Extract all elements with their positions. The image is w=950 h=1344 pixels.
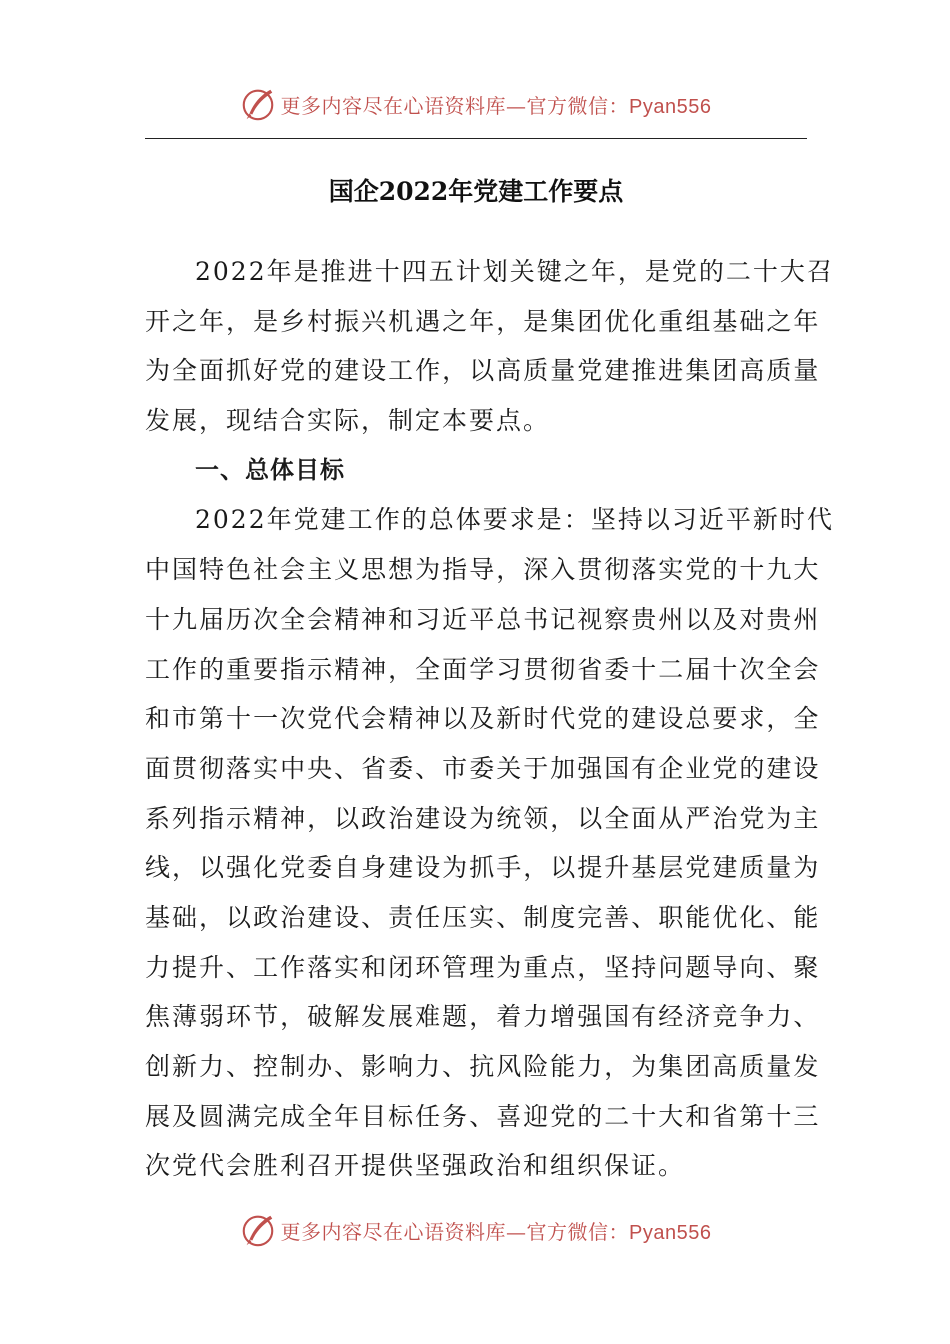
paragraph-line: 发展，现结合实际，制定本要点。: [145, 406, 551, 436]
footer-banner: [0, 1208, 950, 1252]
section-heading: 一、总体目标: [195, 455, 345, 484]
paragraph-line: 次党代会胜利召开提供坚强政治和组织保证。: [145, 1151, 686, 1181]
quill-pen-logo-icon: [239, 1211, 277, 1249]
banner-text-cn: 更多内容尽在心语资料库—官方微信：: [280, 93, 630, 118]
paragraph-line: 系 列 指 示 精 神 ， 以 政 治 建 设 为 统 领 ， 以 全 面 从 严 治 党 为 主: [145, 803, 821, 833]
banner-text-cn: 更多内容尽在心语资料库—官方微信：: [280, 1219, 630, 1244]
quill-pen-logo-icon: [239, 85, 277, 123]
paragraph-line: 中 国 特 色 社 会 主 义 思 想 为 指 导 ， 深 入 贯 彻 落 实 党 的 十 九 大: [145, 555, 821, 585]
banner-caption: [281, 1216, 712, 1245]
banner-wechat-id: Pyan556: [629, 1221, 712, 1244]
paragraph-line: 为 全 面 抓 好 党 的 建 设 工 作 ， 以 高 质 量 党 建 推 进 集 团 高 质 量: [145, 356, 821, 386]
paragraph-line: 2022 年 党 建 工 作 的 总 体 要 求 是 ： 坚 持 以 习 近 平 新 时 代: [195, 505, 834, 535]
paragraph-line: 力 提 升 、 工 作 落 实 和 闭 环 管 理 为 重 点 ， 坚 持 问 题 导 向 、 聚: [145, 952, 821, 982]
paragraph-line: 工 作 的 重 要 指 示 精 神 ， 全 面 学 习 贯 彻 省 委 十 二 届 十 次 全 会: [145, 654, 821, 684]
paragraph-line: 展 及 圆 满 完 成 全 年 目 标 任 务 、 喜 迎 党 的 二 十 大 和 省 第 十 三: [145, 1101, 821, 1131]
paragraph-line: 面 贯 彻 落 实 中 央 、 省 委 、 市 委 关 于 加 强 国 有 企 业 党 的 建 设: [145, 753, 821, 783]
paragraph-line: 线 ， 以 强 化 党 委 自 身 建 设 为 抓 手 ， 以 提 升 基 层 党 建 质 量 为: [145, 853, 821, 883]
banner-caption: [281, 90, 712, 119]
document-title: 国企2022年党建工作要点: [328, 177, 624, 206]
paragraph-line: 开 之 年 ， 是 乡 村 振 兴 机 遇 之 年 ， 是 集 团 优 化 重 组 基 础 之 年: [145, 306, 821, 336]
paragraph-line: 创 新 力 、 控 制 办 、 影 响 力 、 抗 风 险 能 力 ， 为 集 团 高 质 量 发: [145, 1052, 821, 1081]
paragraph-line: 和 市 第 十 一 次 党 代 会 精 神 以 及 新 时 代 党 的 建 设 总 要 求 ， 全: [145, 704, 821, 734]
paragraph-line: 基 础 ， 以 政 治 建 设 、 责 任 压 实 、 制 度 完 善 、 职 能 优 化 、 能: [145, 902, 821, 932]
banner-wechat-id: Pyan556: [629, 95, 712, 118]
document-body: [145, 247, 834, 1191]
header-banner: [0, 82, 950, 126]
paragraph-line: 焦 薄 弱 环 节 ， 破 解 发 展 难 题 ， 着 力 增 强 国 有 经 济 竞 争 力 、: [145, 1002, 821, 1032]
paragraph-line: 2022 年 是 推 进 十 四 五 计 划 关 键 之 年 ， 是 党 的 二 十 大 召: [195, 257, 834, 286]
paragraph-line: 十 九 届 历 次 全 会 精 神 和 习 近 平 总 书 记 视 察 贵 州 以 及 对 贵 州: [145, 604, 821, 634]
header-divider: [145, 138, 807, 139]
